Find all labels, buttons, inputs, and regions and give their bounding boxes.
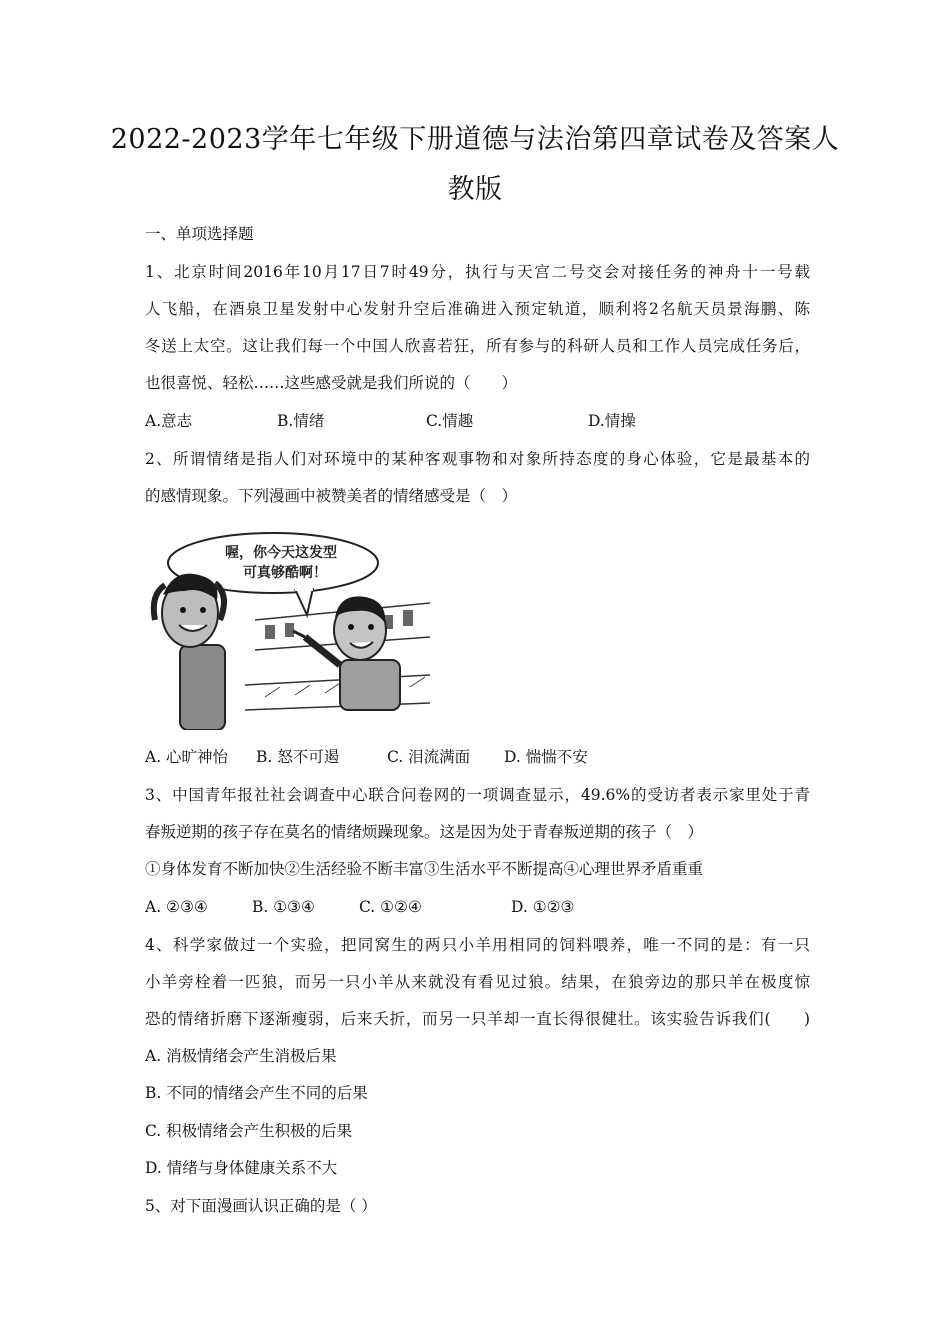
q1-option-b: B.情绪 (277, 412, 325, 430)
q3-option-d: D. ①②③ (511, 898, 575, 916)
q4-option-a: A. 消极情绪会产生消极后果 (145, 1047, 337, 1065)
q4-text-line-3: 恐的情绪折磨下逐渐瘦弱，后来夭折，而另一只羊却一直长得很健壮。该实验告诉我们( ) (145, 1010, 810, 1028)
q2-text-line-2: 的感情现象。下列漫画中被赞美者的情绪感受是（ ） (145, 487, 518, 505)
q5-text-line-1: 5、对下面漫画认识正确的是（ ） (145, 1197, 377, 1215)
q3-option-c: C. ①②④ (359, 898, 422, 916)
q2-option-d: D. 惴惴不安 (504, 748, 588, 766)
q1-option-d: D.情操 (588, 412, 636, 430)
q4-option-b: B. 不同的情绪会产生不同的后果 (145, 1084, 368, 1102)
q1-text-line-4: 也很喜悦、轻松……这些感受就是我们所说的（ ） (145, 374, 518, 392)
section-heading: 一、单项选择题 (145, 225, 254, 243)
q2-option-a: A. 心旷神怡 (145, 748, 229, 766)
q1-text-line-1: 1、北京时间2016年10月17日7时49分，执行与天宫二号交会对接任务的神舟十一号载 (145, 263, 810, 281)
q3-text-line-1: 3、中国青年报社社会调查中心联合问卷网的一项调查显示，49.6%的受访者表示家里处于青 (145, 786, 810, 804)
document-title-line-2: 教版 (447, 174, 503, 205)
q3-option-b: B. ①③④ (252, 898, 315, 916)
q3-text-line-3: ①身体发育不断加快②生活经验不断丰富③生活水平不断提高④心理世界矛盾重重 (145, 860, 704, 878)
q4-text-line-1: 4、科学家做过一个实验，把同窝生的两只小羊用相同的饲料喂养，唯一不同的是：有一只 (145, 936, 810, 954)
q3-text-line-2: 春叛逆期的孩子存在莫名的情绪烦躁现象。这是因为处于青春叛逆期的孩子（ ） (145, 823, 704, 841)
q1-text-line-3: 冬送上太空。这让我们每一个中国人欣喜若狂，所有参与的科研人员和工作人员完成任务后， (145, 337, 810, 355)
cartoon-illustration (145, 525, 430, 730)
q4-option-c: C. 积极情绪会产生积极的后果 (145, 1122, 353, 1140)
q3-option-a: A. ②③④ (145, 898, 208, 916)
q2-text-line-1: 2、所谓情绪是指人们对环境中的某种客观事物和对象所持态度的身心体验，它是最基本的 (145, 450, 810, 468)
q2-option-c: C. 泪流满面 (387, 748, 471, 766)
q4-option-d: D. 情绪与身体健康关系不大 (145, 1159, 338, 1177)
q4-text-line-2: 小羊旁栓着一匹狼，而另一只小羊从来就没有看见过狼。结果，在狼旁边的那只羊在极度惊 (145, 973, 810, 991)
q1-option-c: C.情趣 (426, 412, 474, 430)
q2-option-b: B. 怒不可遏 (256, 748, 340, 766)
speech-text-line-1: 喔，你今天这发型 (225, 545, 337, 561)
document-title-line-1: 2022-2023学年七年级下册道德与法治第四章试卷及答案人 (110, 124, 840, 155)
q1-text-line-2: 人飞船，在酒泉卫星发射中心发射升空后准确进入预定轨道，顺利将2名航天员景海鹏、陈 (145, 300, 810, 318)
q1-option-a: A.意志 (145, 412, 193, 430)
speech-text-line-2: 可真够酷啊！ (243, 565, 327, 581)
